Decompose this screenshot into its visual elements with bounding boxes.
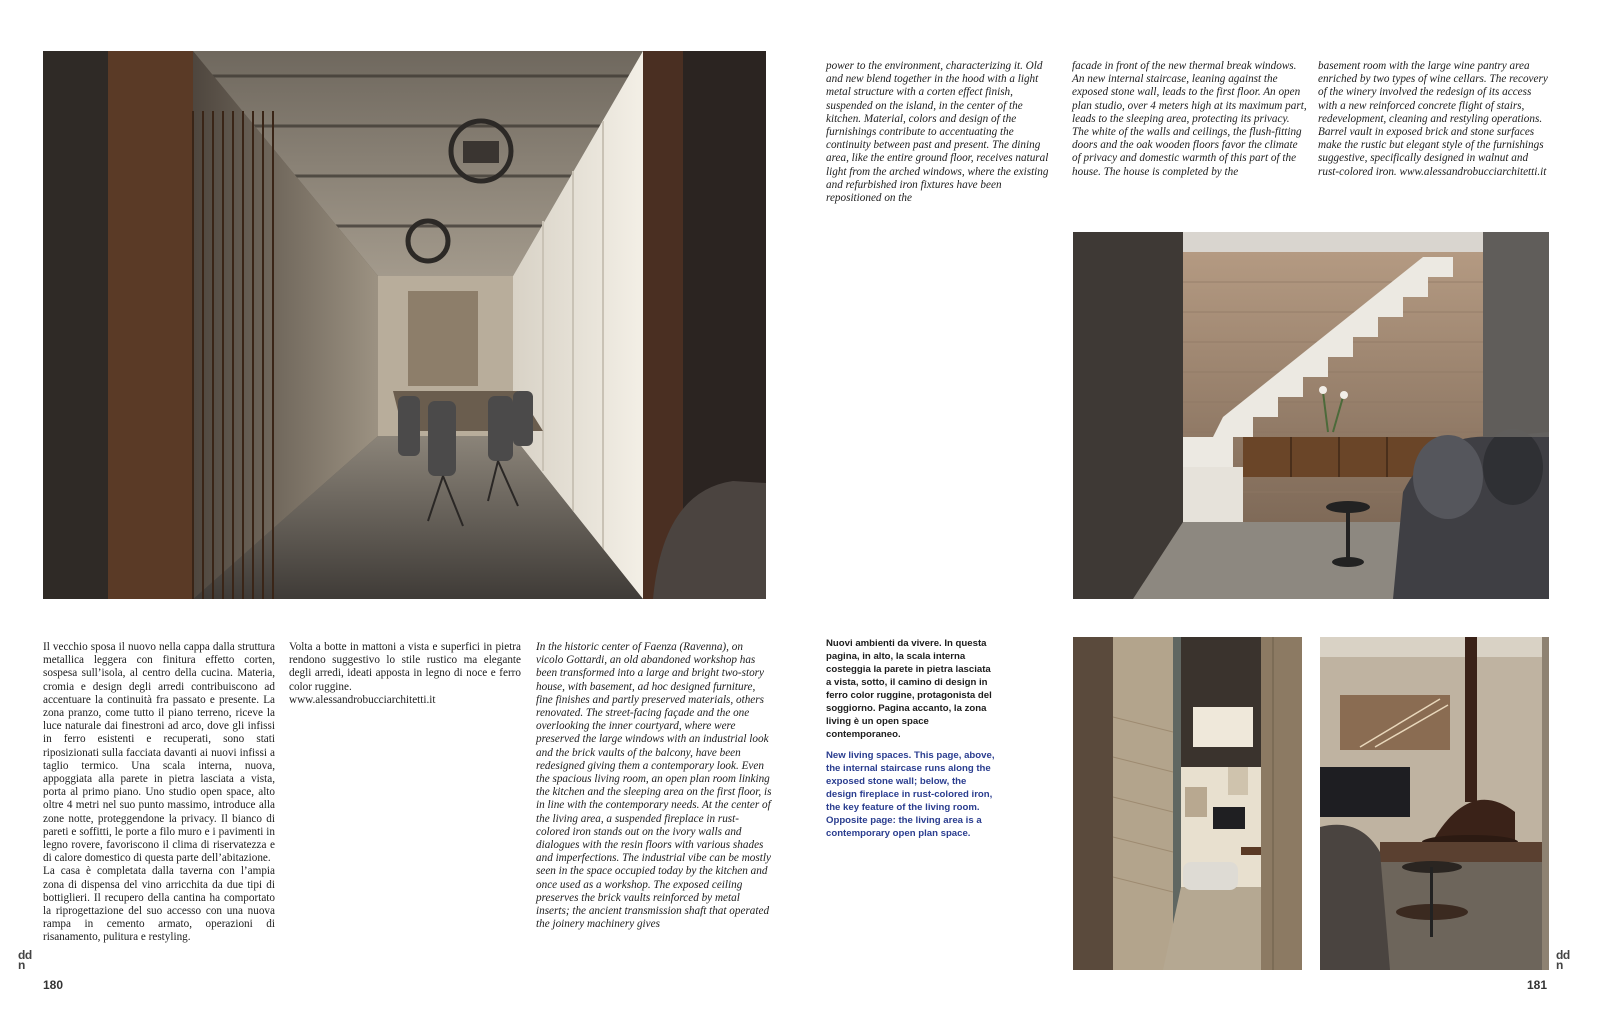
italian-paragraph-3: Volta a botte in mattoni a vista e superfici in pietra rendono suggestivo lo stile rustico ma elegante degli arredi, ideati apposta in legno di noce e ferro color ruggine. — [289, 641, 521, 693]
english-top-paragraph-3: basement room with the large wine pantry area enriched by two types of wine cellars. The recovery of the winery involved the redesign of its access with a new reinforced concrete flight of stairs, redevelopment, cleaning and restyling operations. Barrel vault in exposed brick and stone surfaces make the rustic but elegant style of the furnishings suggestive, specifically designed in walnut and rust-colored iron. www.alessandrobucciarchitetti.it — [1318, 60, 1548, 178]
photo-staircase-living — [1073, 232, 1549, 599]
photo-open-plan-living — [1073, 637, 1302, 970]
magazine-logo-right: dd n — [1556, 948, 1570, 972]
page-number-left: 180 — [43, 978, 64, 992]
italian-paragraph-1: Il vecchio sposa il nuovo nella cappa dalla struttura metallica leggera con finitura effetto corten, sospesa sull’isola, al centro della cucina. Materia, cromia e design degli arredi contribuiscono ad accentuare la continuità fra passato e presente. La zona pranzo, come tutto il piano terreno, riceve la luce naturale dai finestroni ad arco, dove gli infissi in ferro esistenti e recuperati, sono stati riposizionati sulla facciata davanti ai nuovi infissi a taglio termico. Una scala interna, nuova, appoggiata alla parete in pietra lasciata a vista, porta al primo piano. Uno studio open space, alto oltre 4 metri nel suo punto massimo, introduce alla zone notte, proteggendone la privacy. Il bianco di pareti e soffitti, le porte a filo muro e i pavimenti in legno rovere, favoriscono il clima di riservatezza e di calore domestico di questa parte dell’abitazione. — [43, 641, 275, 865]
english-text-column-top-2 — [1072, 60, 1307, 179]
english-paragraph: In the historic center of Faenza (Ravenna), on vicolo Gottardi, an old abandoned workshop has been transformed into a large and bright two-story house, with basement, ad hoc designed furniture, fine finishes and partly preserved materials, others renovated. The street-facing façade and the one overlooking the inner courtyard, where were preserved the large windows with an industrial look and the brick vaults of the balcony, have been redesigned giving them a contemporary look. Even the spacious living room, an open plan room linking the kitchen and the sleeping area on the first floor, is in line with the contemporary needs. At the center of the living area, a suspended fireplace in rust-colored iron stands out on the ivory walls and dialogues with the resin floors with various shades and imperfections. The industrial vibe can be mostly seen in the space occupied today by the kitchen and once used as a workshop. The exposed ceiling preserves the brick vaults reinforced by metal inserts; the ancient transmission shaft that operated the joinery machinery gives — [536, 641, 772, 931]
photo-fireplace — [1320, 637, 1549, 970]
photo-dining-kitchen — [43, 51, 766, 599]
italian-text-column-2 — [289, 641, 521, 707]
italian-paragraph-2: La casa è completata dalla taverna con l’ampia zona di dispensa del vino arricchita da due tipi di bottiglieri. Il recupero della cantina ha comportato la riprogettazione del suo accesso con una nuova rampa in cemento armato, operazioni di risanamento, pulitura e restyling. — [43, 865, 275, 944]
magazine-logo-left: dd n — [18, 948, 32, 972]
english-text-column — [536, 641, 772, 931]
caption-english: New living spaces. This page, above, the internal staircase runs along the exposed stone wall; below, the design fireplace in rust-colored iron, the key feature of the living room. Opposite page: the living area is a contemporary open plan space. — [826, 750, 995, 839]
page-number-right: 181 — [1527, 978, 1548, 992]
caption-italian: Nuovi ambienti da vivere. In questa pagina, in alto, la scala interna costeggia la parete in pietra lasciata a vista, sotto, il camino di design in ferro color ruggine, protagonista del soggiorno. Pagina accanto, la zona living è un open space contemporaneo. — [826, 638, 992, 740]
english-text-column-top-3 — [1318, 60, 1550, 179]
italian-text-column-1 — [43, 641, 275, 945]
english-top-paragraph-2: facade in front of the new thermal break windows. An new internal staircase, leaning against the exposed stone wall, leads to the first floor. An open plan studio, over 4 meters high at its maximum part, leads to the sleeping area, protecting its privacy. The white of the walls and ceilings, the flush-fitting doors and the oak wooden floors favor the climate of privacy and domestic warmth of this part of the house. The house is completed by the — [1072, 60, 1307, 178]
english-top-paragraph-1: power to the environment, characterizing it. Old and new blend together in the hood with a light metal structure with a corten effect finish, suspended on the island, in the center of the kitchen. Material, colors and design of the furnishings contribute to accentuating the continuity between past and present. The dining area, like the entire ground floor, receives natural light from the arched windows, where the existing and refurbished iron fixtures have been repositioned on the — [826, 60, 1049, 205]
architect-url: www.alessandrobucciarchitetti.it — [289, 693, 436, 706]
photo-caption — [826, 637, 996, 840]
english-text-column-top-1 — [826, 60, 1058, 205]
